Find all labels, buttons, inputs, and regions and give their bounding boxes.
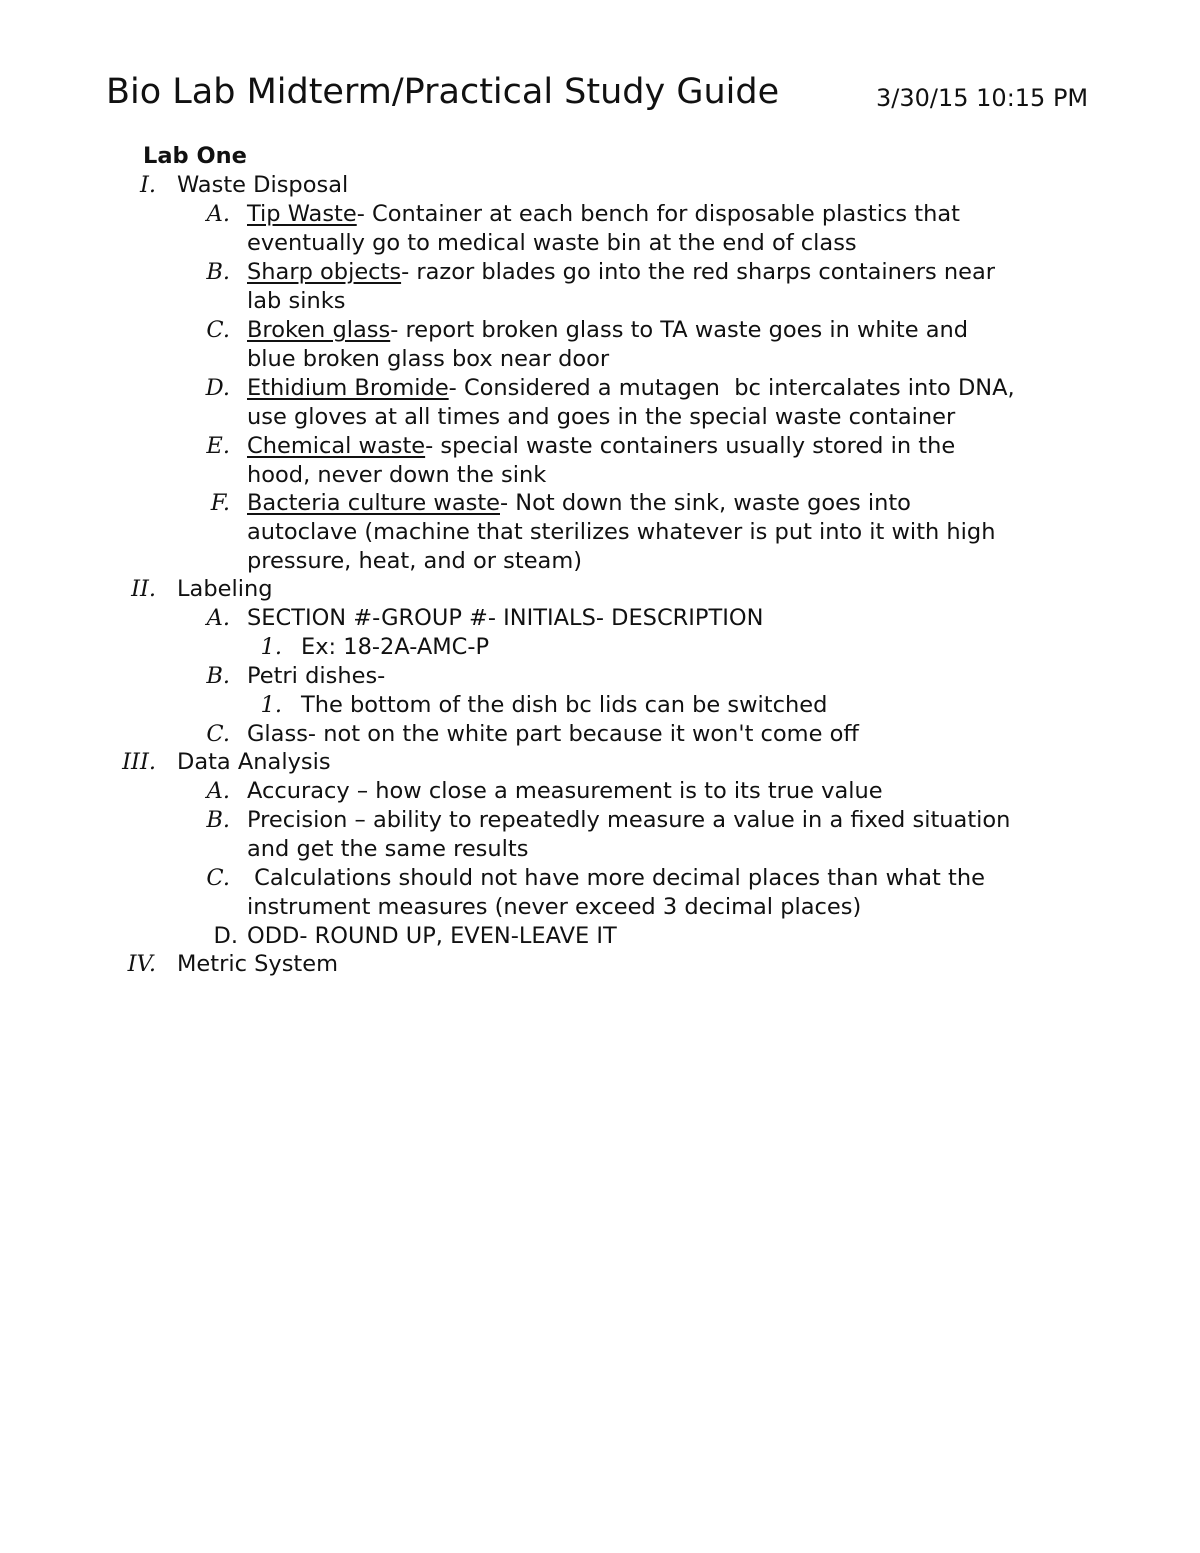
outline-term: Chemical waste [247,433,426,459]
outline-text: Ex: 18-2A-AMC-P [301,634,490,660]
outline-marker: C. [206,721,230,747]
outline-text: Metric System [177,951,339,977]
outline-marker: A. [206,605,230,631]
outline-text: - special waste containers usually stored in the hood, never down the sink [247,433,956,488]
outline-marker: 1. [260,692,282,718]
outline-text: Glass- not on the white part because it won't come off [247,721,859,747]
outline-marker: II. [131,576,156,602]
outline-text: - report broken glass to TA waste goes in white and blue broken glass box near door [247,317,969,372]
outline-marker: F. [210,490,230,516]
outline-marker: C. [206,865,230,891]
outline-text: ODD- ROUND UP, EVEN-LEAVE IT [247,923,617,949]
outline-term: Ethidium Bromide [247,375,449,401]
outline-text: Labeling [177,576,273,602]
outline-text: - Not down the sink, waste goes into autoclave (machine that sterilizes whatever is put into it with high pressure, heat, and or steam) [247,490,996,574]
outline-marker: B. [206,259,230,285]
outline-term: Tip Waste [247,201,357,227]
outline-text: Data Analysis [177,749,331,775]
outline-marker: D. [205,375,230,401]
outline-marker: 1. [260,634,282,660]
outline-text: - razor blades go into the red sharps containers near lab sinks [247,259,996,314]
outline-text: The bottom of the dish bc lids can be switched [301,692,828,718]
outline-text: Accuracy – how close a measurement is to its true value [247,778,883,804]
section-heading: Lab One [143,143,247,169]
document-title: Bio Lab Midterm/Practical Study Guide [106,72,780,112]
outline-marker: B. [206,807,230,833]
outline-text: - Considered a mutagen bc intercalates into DNA, use gloves at all times and goes in the special waste container [247,375,1015,430]
outline-term: Sharp objects [247,259,402,285]
outline-term: Bacteria culture waste [247,490,500,516]
outline-marker: I. [139,172,156,198]
outline-term: Broken glass [247,317,391,343]
outline-marker: III. [122,749,156,775]
outline-text: Petri dishes- [247,663,386,689]
outline-marker: A. [206,201,230,227]
outline-text: Precision – ability to repeatedly measure a value in a fixed situation and get the same results [247,807,1011,862]
outline-marker: B. [206,663,230,689]
outline-marker: IV. [127,951,156,977]
outline-text: - Container at each bench for disposable plastics that eventually go to medical waste bin at the end of class [247,201,960,256]
outline-text: Calculations should not have more decimal places than what the instrument measures (never exceed 3 decimal places) [247,865,985,920]
document-timestamp: 3/30/15 10:15 PM [876,84,1089,112]
outline-marker: E. [206,433,230,459]
outline-marker: A. [206,778,230,804]
outline-marker: C. [206,317,230,343]
outline-marker: D. [213,923,238,949]
outline-text: Waste Disposal [177,172,349,198]
outline-text: SECTION #-GROUP #- INITIALS- DESCRIPTION [247,605,764,631]
